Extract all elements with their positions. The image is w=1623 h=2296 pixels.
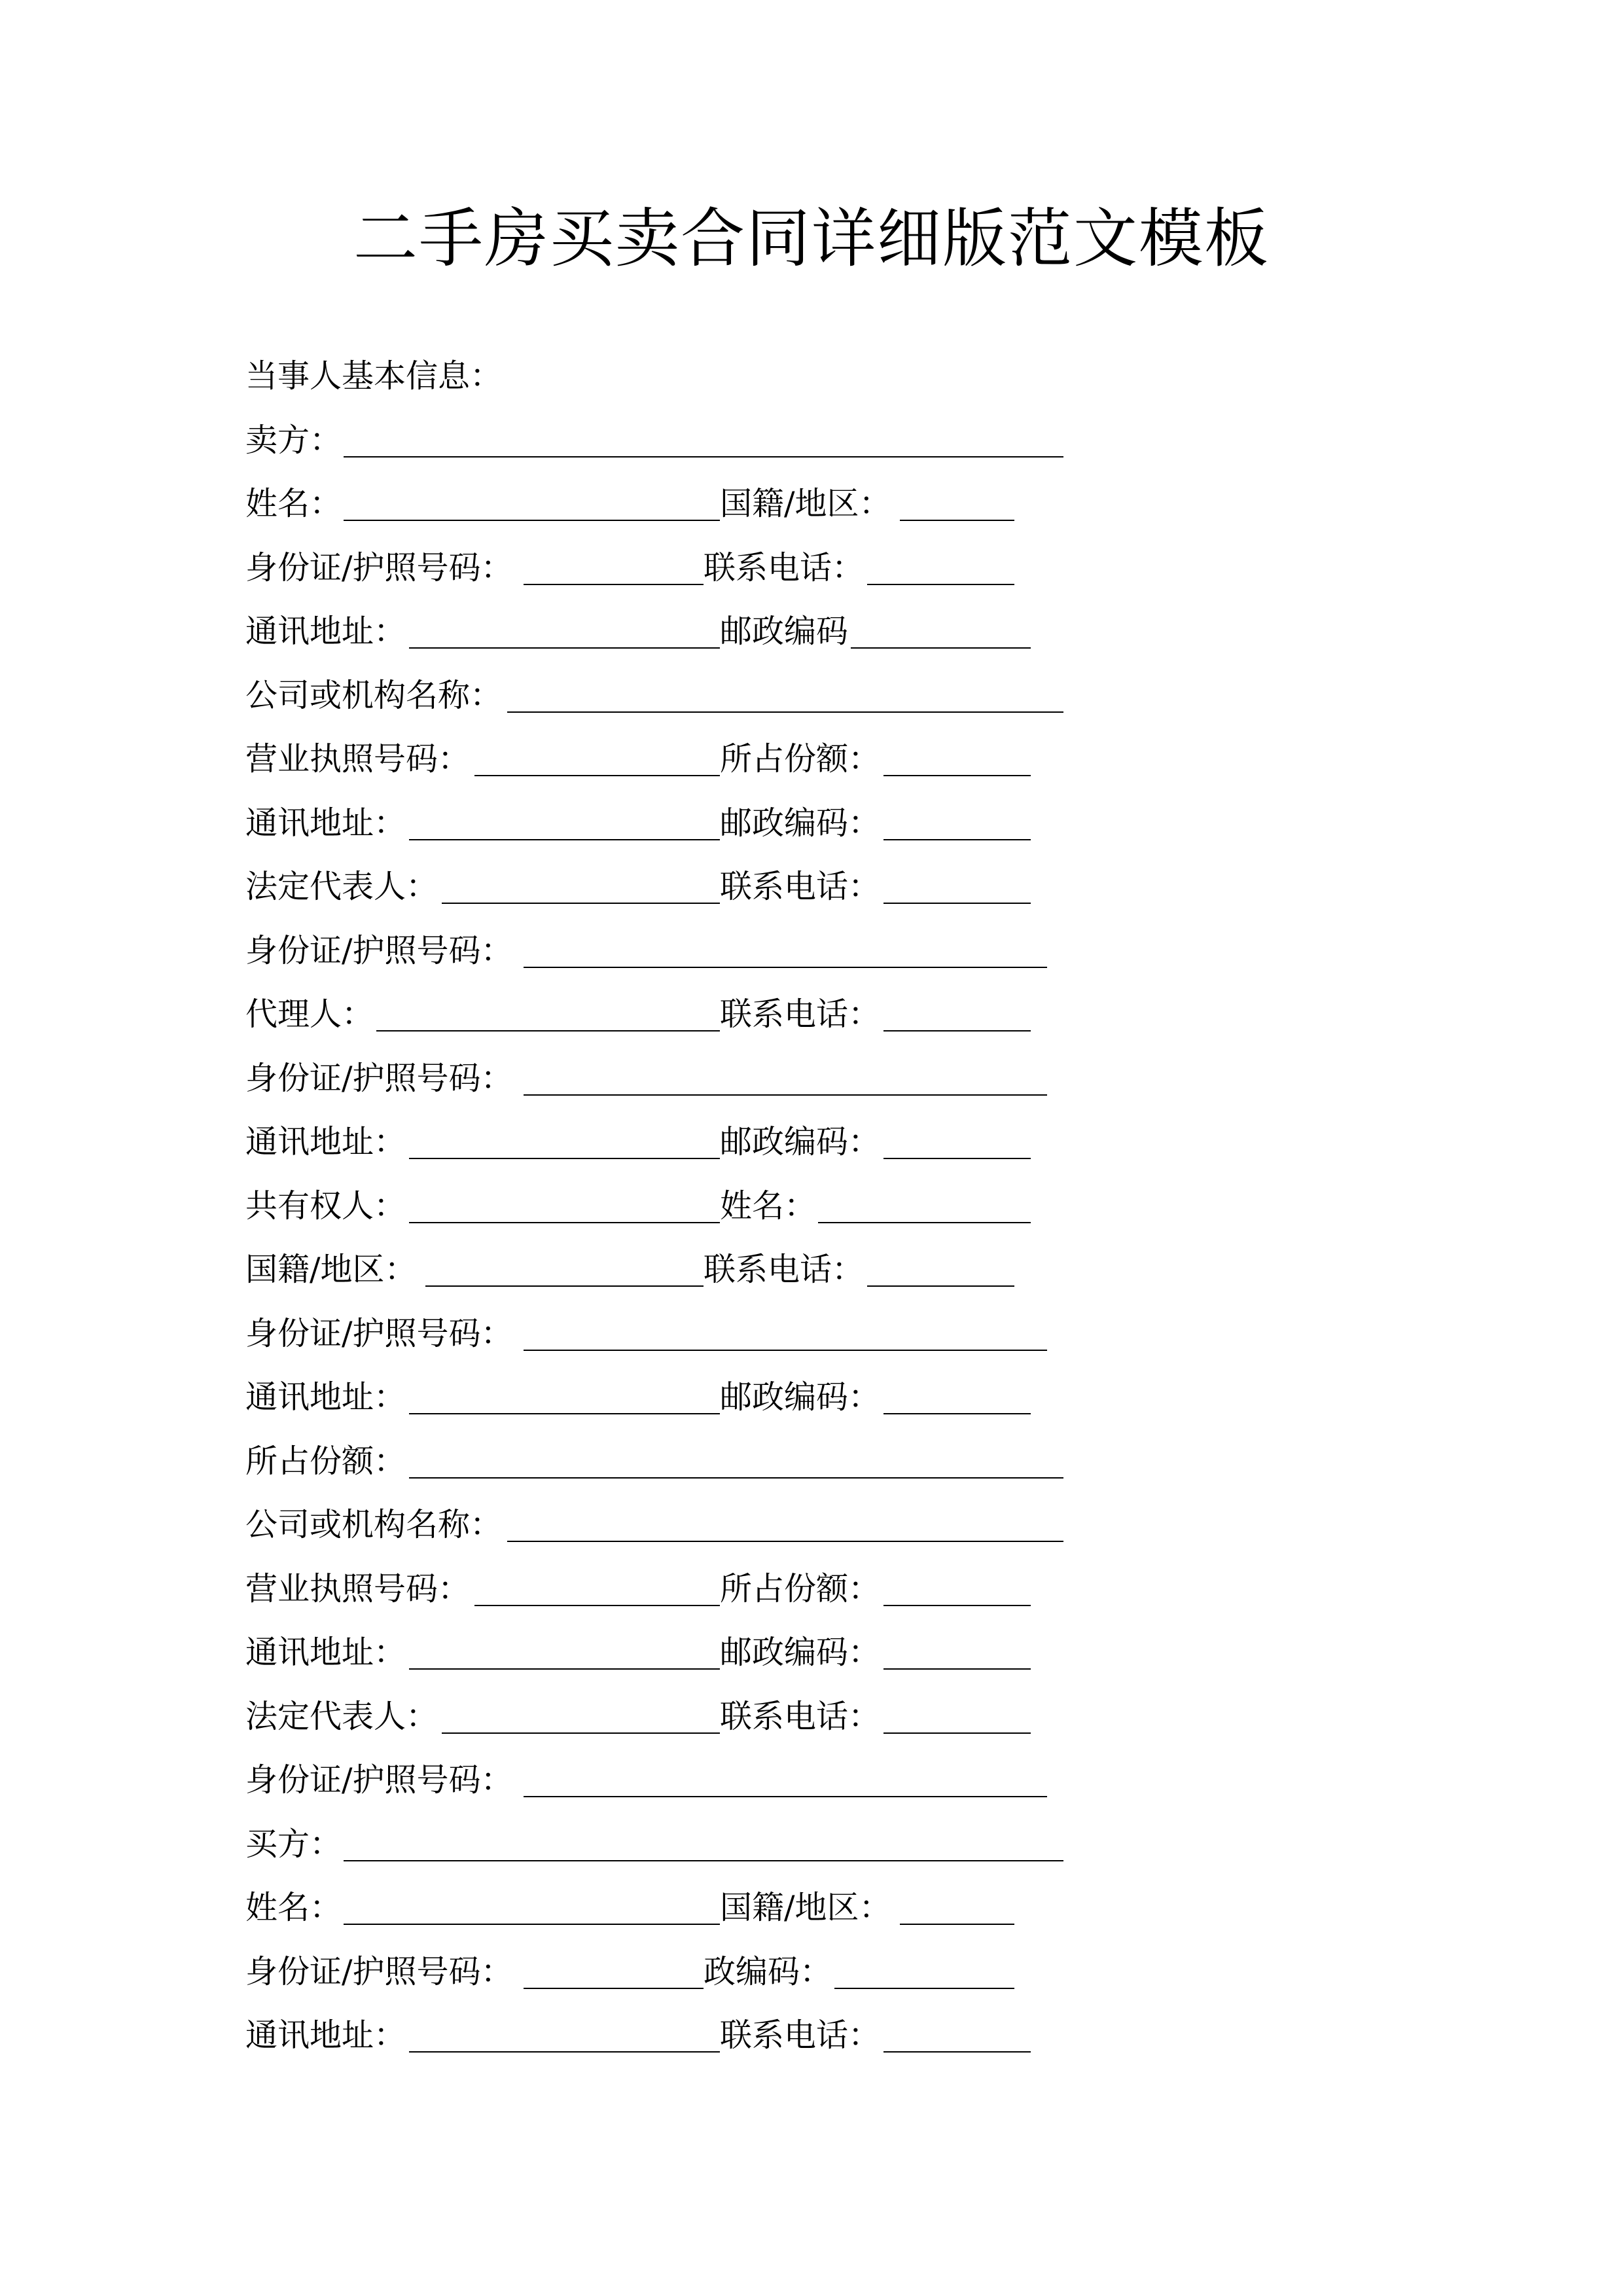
field-label: 通讯地址： [245,2017,406,2054]
field-label: 公司或机构名称： [245,1506,503,1543]
fill-in-blank[interactable] [409,1222,720,1223]
fill-in-blank[interactable] [524,1094,1047,1096]
field-label: 政编码： [704,1952,832,1990]
field-label: 联系电话： [720,996,881,1033]
field-label: 姓名： [720,1187,817,1225]
field-label: 身份证/护照号码： [245,1059,513,1097]
fill-in-blank[interactable] [883,1158,1031,1159]
field-label: 联系电话： [720,1697,881,1735]
field-label: 联系电话： [720,868,881,905]
fill-in-blank[interactable] [883,839,1031,840]
fill-in-blank[interactable] [409,647,720,649]
fill-in-blank[interactable] [409,1477,1063,1479]
fill-in-blank[interactable] [867,584,1014,585]
field-label: 联系电话： [704,548,865,586]
fill-in-blank[interactable] [524,1796,1047,1797]
fill-in-blank[interactable] [507,711,1063,713]
field-label: 所占份额： [245,1442,406,1480]
field-label: 买方： [245,1825,342,1863]
fill-in-blank[interactable] [883,1030,1031,1031]
fill-in-blank[interactable] [376,1030,720,1031]
document-title: 二手房买卖合同详细版范文模板 [353,202,1270,276]
fill-in-blank[interactable] [507,1541,1063,1542]
field-label: 国籍/地区： [720,1889,891,1926]
field-label: 邮政编码 [720,613,849,650]
fill-in-blank[interactable] [883,1413,1031,1414]
fill-in-blank[interactable] [851,647,1031,649]
fill-in-blank[interactable] [834,1988,1014,1989]
fill-in-blank[interactable] [883,1605,1031,1606]
field-label: 邮政编码： [720,1634,881,1671]
field-label: 姓名： [245,485,342,522]
fill-in-blank[interactable] [818,1222,1031,1223]
fill-in-blank[interactable] [409,2051,720,2053]
field-label: 通讯地址： [245,804,406,842]
field-label: 身份证/护照号码： [245,1314,513,1352]
fill-in-blank[interactable] [524,1988,704,1989]
field-label: 法定代表人： [245,868,438,905]
field-label: 邮政编码： [720,1378,881,1416]
field-label: 姓名： [245,1889,342,1926]
fill-in-blank[interactable] [524,967,1047,968]
field-label: 所占份额： [720,740,881,778]
field-label: 身份证/护照号码： [245,548,513,586]
fill-in-blank[interactable] [883,2051,1031,2053]
fill-in-blank[interactable] [409,1158,720,1159]
fill-in-blank[interactable] [409,1413,720,1414]
field-label: 邮政编码： [720,804,881,842]
field-label: 身份证/护照号码： [245,1952,513,1990]
field-label: 通讯地址： [245,1123,406,1160]
field-label: 身份证/护照号码： [245,931,513,969]
fill-in-blank[interactable] [883,1668,1031,1670]
fill-in-blank[interactable] [409,1668,720,1670]
fill-in-blank[interactable] [344,1924,720,1925]
fill-in-blank[interactable] [474,1605,720,1606]
field-label: 营业执照号码： [245,740,471,778]
field-label: 当事人基本信息： [245,357,503,395]
field-label: 卖方： [245,421,342,459]
field-label: 通讯地址： [245,1378,406,1416]
fill-in-blank[interactable] [883,775,1031,776]
fill-in-blank[interactable] [442,903,720,904]
field-label: 联系电话： [704,1251,865,1288]
fill-in-blank[interactable] [867,1285,1014,1287]
field-label: 国籍/地区： [720,485,891,522]
field-label: 通讯地址： [245,613,406,650]
field-label: 共有权人： [245,1187,406,1225]
fill-in-blank[interactable] [524,584,704,585]
fill-in-blank[interactable] [883,903,1031,904]
fill-in-blank[interactable] [442,1732,720,1734]
field-label: 身份证/护照号码： [245,1761,513,1799]
fill-in-blank[interactable] [883,1732,1031,1734]
fill-in-blank[interactable] [900,520,1014,521]
fill-in-blank[interactable] [344,1860,1063,1861]
field-label: 联系电话： [720,2017,881,2054]
fill-in-blank[interactable] [344,456,1063,457]
fill-in-blank[interactable] [524,1350,1047,1351]
field-label: 所占份额： [720,1570,881,1607]
fill-in-blank[interactable] [425,1285,704,1287]
field-label: 营业执照号码： [245,1570,471,1607]
fill-in-blank[interactable] [409,839,720,840]
field-label: 邮政编码： [720,1123,881,1160]
field-label: 公司或机构名称： [245,676,503,714]
field-label: 法定代表人： [245,1697,438,1735]
field-label: 国籍/地区： [245,1251,417,1288]
field-label: 通讯地址： [245,1634,406,1671]
fill-in-blank[interactable] [900,1924,1014,1925]
field-label: 代理人： [245,996,374,1033]
fill-in-blank[interactable] [474,775,720,776]
fill-in-blank[interactable] [344,520,720,521]
